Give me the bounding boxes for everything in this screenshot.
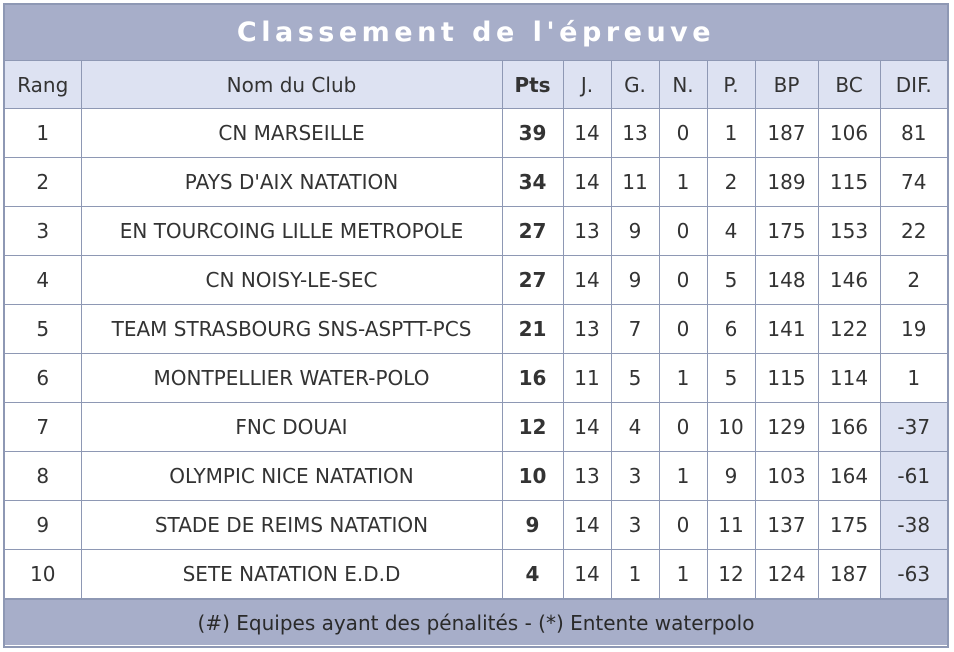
goals-against-cell: 164 — [818, 452, 880, 501]
points-cell: 39 — [502, 109, 563, 158]
difference-cell: -63 — [880, 550, 947, 599]
points-cell: 4 — [502, 550, 563, 599]
goals-against-cell: 166 — [818, 403, 880, 452]
drawn-cell: 1 — [659, 452, 707, 501]
played-cell: 13 — [563, 207, 611, 256]
rank-cell: 3 — [5, 207, 81, 256]
played-cell: 14 — [563, 158, 611, 207]
won-cell: 11 — [611, 158, 659, 207]
rank-cell: 8 — [5, 452, 81, 501]
col-header-goals-against: BC — [818, 61, 880, 109]
rank-cell: 5 — [5, 305, 81, 354]
played-cell: 13 — [563, 452, 611, 501]
lost-cell: 5 — [707, 354, 755, 403]
col-header-played: J. — [563, 61, 611, 109]
drawn-cell: 1 — [659, 550, 707, 599]
difference-cell: 19 — [880, 305, 947, 354]
goals-against-cell: 175 — [818, 501, 880, 550]
won-cell: 7 — [611, 305, 659, 354]
drawn-cell: 1 — [659, 158, 707, 207]
difference-cell: 22 — [880, 207, 947, 256]
standings-table — [5, 61, 947, 599]
won-cell: 1 — [611, 550, 659, 599]
drawn-cell: 1 — [659, 354, 707, 403]
played-cell: 11 — [563, 354, 611, 403]
rank-cell: 1 — [5, 109, 81, 158]
won-cell: 9 — [611, 256, 659, 305]
club-name-cell: OLYMPIC NICE NATATION — [81, 452, 502, 501]
rank-cell: 9 — [5, 501, 81, 550]
standings-panel — [3, 3, 949, 648]
goals-for-cell: 137 — [755, 501, 818, 550]
lost-cell: 2 — [707, 158, 755, 207]
goals-for-cell: 129 — [755, 403, 818, 452]
points-cell: 21 — [502, 305, 563, 354]
col-header-lost: P. — [707, 61, 755, 109]
club-name-cell: STADE DE REIMS NATATION — [81, 501, 502, 550]
table-row — [5, 256, 947, 305]
won-cell: 9 — [611, 207, 659, 256]
goals-against-cell: 146 — [818, 256, 880, 305]
rank-cell: 2 — [5, 158, 81, 207]
points-cell: 34 — [502, 158, 563, 207]
played-cell: 13 — [563, 305, 611, 354]
goals-for-cell: 148 — [755, 256, 818, 305]
col-header-points: Pts — [502, 61, 563, 109]
difference-cell: -38 — [880, 501, 947, 550]
difference-cell: -37 — [880, 403, 947, 452]
drawn-cell: 0 — [659, 403, 707, 452]
won-cell: 3 — [611, 452, 659, 501]
table-row — [5, 207, 947, 256]
lost-cell: 4 — [707, 207, 755, 256]
played-cell: 14 — [563, 550, 611, 599]
header-row — [5, 61, 947, 109]
goals-against-cell: 106 — [818, 109, 880, 158]
col-header-won: G. — [611, 61, 659, 109]
table-row — [5, 354, 947, 403]
table-row — [5, 501, 947, 550]
won-cell: 5 — [611, 354, 659, 403]
drawn-cell: 0 — [659, 256, 707, 305]
points-cell: 27 — [502, 256, 563, 305]
standings-title: Classement de l'épreuve — [5, 5, 947, 61]
footer-note: (#) Equipes ayant des pénalités - (*) Entente waterpolo — [5, 599, 947, 645]
difference-cell: 1 — [880, 354, 947, 403]
table-row — [5, 403, 947, 452]
goals-for-cell: 103 — [755, 452, 818, 501]
rank-cell: 7 — [5, 403, 81, 452]
table-row — [5, 305, 947, 354]
goals-against-cell: 115 — [818, 158, 880, 207]
club-name-cell: EN TOURCOING LILLE METROPOLE — [81, 207, 502, 256]
difference-cell: 2 — [880, 256, 947, 305]
played-cell: 14 — [563, 403, 611, 452]
club-name-cell: PAYS D'AIX NATATION — [81, 158, 502, 207]
table-row — [5, 109, 947, 158]
club-name-cell: SETE NATATION E.D.D — [81, 550, 502, 599]
played-cell: 14 — [563, 256, 611, 305]
col-header-goals-for: BP — [755, 61, 818, 109]
drawn-cell: 0 — [659, 109, 707, 158]
points-cell: 9 — [502, 501, 563, 550]
difference-cell: -61 — [880, 452, 947, 501]
won-cell: 13 — [611, 109, 659, 158]
club-name-cell: CN MARSEILLE — [81, 109, 502, 158]
points-cell: 12 — [502, 403, 563, 452]
goals-against-cell: 187 — [818, 550, 880, 599]
rank-cell: 10 — [5, 550, 81, 599]
played-cell: 14 — [563, 501, 611, 550]
goals-against-cell: 122 — [818, 305, 880, 354]
lost-cell: 1 — [707, 109, 755, 158]
lost-cell: 5 — [707, 256, 755, 305]
difference-cell: 74 — [880, 158, 947, 207]
goals-against-cell: 114 — [818, 354, 880, 403]
rank-cell: 6 — [5, 354, 81, 403]
points-cell: 10 — [502, 452, 563, 501]
goals-for-cell: 115 — [755, 354, 818, 403]
points-cell: 16 — [502, 354, 563, 403]
club-name-cell: CN NOISY-LE-SEC — [81, 256, 502, 305]
lost-cell: 12 — [707, 550, 755, 599]
lost-cell: 11 — [707, 501, 755, 550]
club-name-cell: MONTPELLIER WATER-POLO — [81, 354, 502, 403]
rank-cell: 4 — [5, 256, 81, 305]
table-row — [5, 452, 947, 501]
col-header-club: Nom du Club — [81, 61, 502, 109]
played-cell: 14 — [563, 109, 611, 158]
table-row — [5, 550, 947, 599]
standings-body — [5, 109, 947, 599]
goals-for-cell: 141 — [755, 305, 818, 354]
won-cell: 4 — [611, 403, 659, 452]
col-header-drawn: N. — [659, 61, 707, 109]
club-name-cell: TEAM STRASBOURG SNS-ASPTT-PCS — [81, 305, 502, 354]
goals-for-cell: 175 — [755, 207, 818, 256]
table-row — [5, 158, 947, 207]
won-cell: 3 — [611, 501, 659, 550]
goals-for-cell: 189 — [755, 158, 818, 207]
drawn-cell: 0 — [659, 501, 707, 550]
drawn-cell: 0 — [659, 305, 707, 354]
difference-cell: 81 — [880, 109, 947, 158]
club-name-cell: FNC DOUAI — [81, 403, 502, 452]
lost-cell: 6 — [707, 305, 755, 354]
points-cell: 27 — [502, 207, 563, 256]
lost-cell: 10 — [707, 403, 755, 452]
goals-for-cell: 124 — [755, 550, 818, 599]
col-header-rank: Rang — [5, 61, 81, 109]
goals-for-cell: 187 — [755, 109, 818, 158]
col-header-difference: DIF. — [880, 61, 947, 109]
drawn-cell: 0 — [659, 207, 707, 256]
lost-cell: 9 — [707, 452, 755, 501]
goals-against-cell: 153 — [818, 207, 880, 256]
